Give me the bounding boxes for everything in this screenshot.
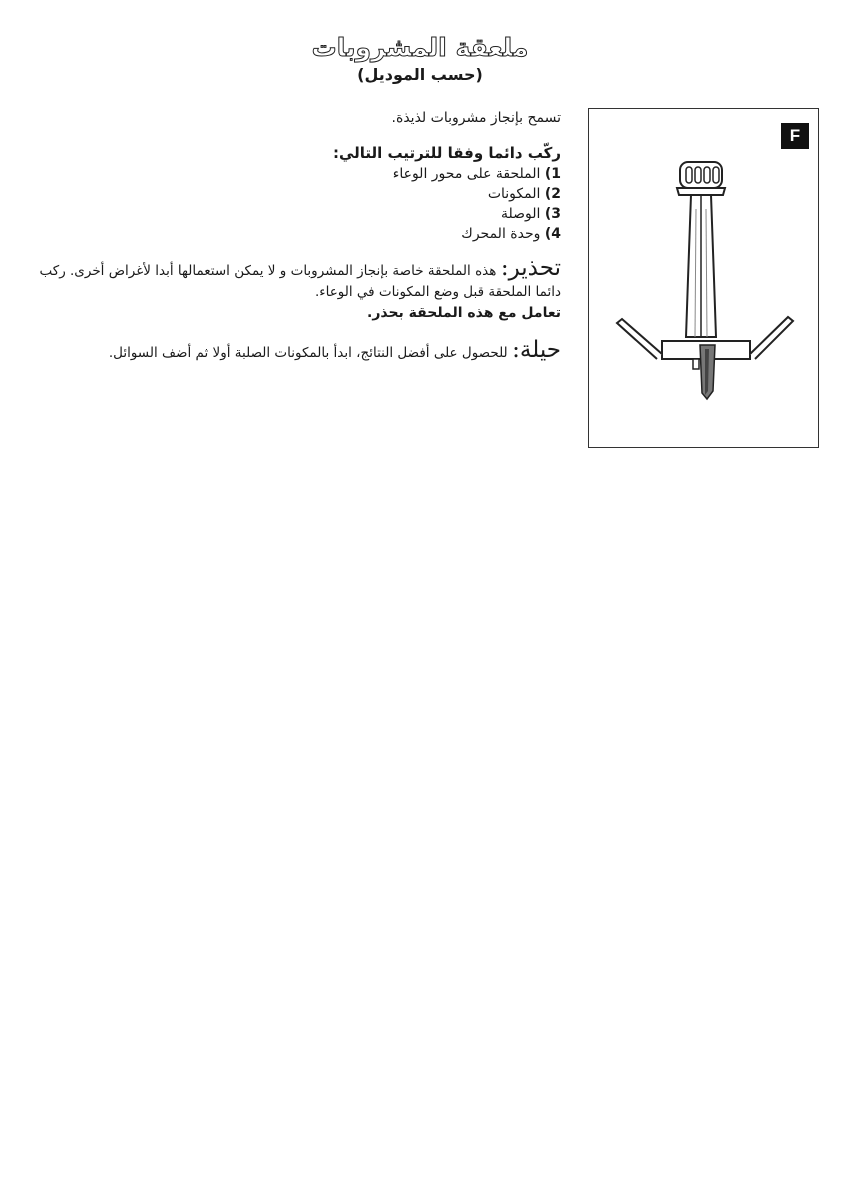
- step-text: الملحقة على محور الوعاء: [392, 166, 541, 182]
- assembly-steps: [81, 164, 561, 244]
- figure-panel: [588, 108, 819, 448]
- tip-label: حيلة:: [512, 337, 561, 363]
- instructions-content: [39, 108, 561, 364]
- warning-text: هذه الملحقة خاصة بإنجاز المشروبات و لا يمكن استعمالها أبدا لأغراض أخرى. ركب دائما الملحقة قبل وضع المكونات في الوعاء.: [39, 263, 561, 300]
- intro-text: تسمح بإنجاز مشروبات لذيذة.: [391, 110, 561, 126]
- step-text: وحدة المحرك: [461, 226, 541, 242]
- assembly-step: [81, 224, 561, 244]
- page-subtitle: (حسب الموديل): [357, 65, 483, 84]
- warning-caution: تعامل مع هذه الملحقة بحذر.: [367, 305, 561, 321]
- tip-block: [41, 337, 561, 364]
- figure-badge: F: [781, 123, 809, 149]
- title-block: [250, 32, 590, 86]
- assembly-heading: ركّب دائما وفقا للترتيب التالي:: [332, 144, 561, 162]
- assembly-step: [81, 184, 561, 204]
- warning-block: [26, 255, 561, 324]
- assembly-step: [81, 204, 561, 224]
- step-number: 4): [544, 226, 561, 242]
- page-title: ملعقة المشروبات: [311, 33, 529, 62]
- step-number: 3): [544, 206, 561, 222]
- step-text: الوصلة: [500, 206, 541, 222]
- drink-whisk-attachment-icon: [589, 109, 820, 449]
- warning-label: تحذير:: [500, 255, 561, 281]
- assembly-step: [81, 164, 561, 184]
- step-number: 2): [544, 186, 561, 202]
- step-text: المكونات: [487, 186, 541, 202]
- tip-text: للحصول على أفضل النتائج، ابدأ بالمكونات الصلبة أولا ثم أضف السوائل.: [108, 345, 508, 361]
- step-number: 1): [544, 166, 561, 182]
